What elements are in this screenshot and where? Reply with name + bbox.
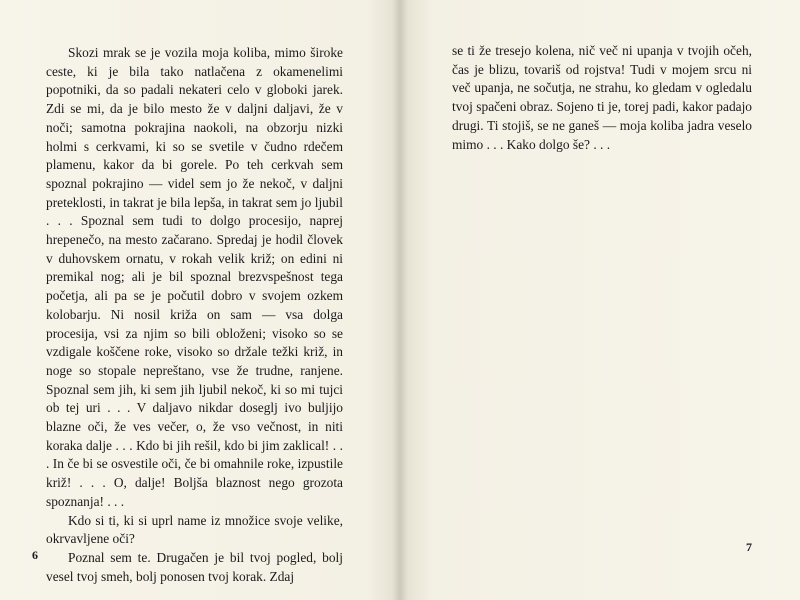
page-number-left: 6	[32, 548, 38, 562]
right-page	[400, 0, 800, 600]
paragraph: Kdo si ti, ki si uprl name iz množice svoje velike, okrvavljene oči?	[46, 512, 343, 547]
page-number-right: 7	[746, 540, 752, 554]
paragraph: se ti že tresejo kolena, nič več ni upanja v tvojih očeh, čas je blizu, tovariš od rojstva! Tudi v mojem srcu ni več upanja, ne sočutja, ne strahu, ko gledam v ogledalu tvoj spačeni obraz. Sojeno ti je, torej padi, kakor padajo drugi. Ti stojiš, se ne ganeš — moja koliba jadra veselo mimo . . . Kako dolgo še? . . .	[452, 43, 752, 152]
right-page-text	[452, 42, 752, 154]
left-page-text	[46, 44, 343, 586]
paragraph: Poznal sem te. Drugačen je bil tvoj pogled, bolj vesel tvoj smeh, bolj ponosen tvoj korak. Zdaj	[46, 549, 343, 584]
paragraph: Skozi mrak se je vozila moja koliba, mimo široke ceste, ki je bila tako natlačena z okamenelimi popotniki, da so padali nekateri celo v globoki jarek. Zdi se mi, da je bilo mesto že v daljni daljavi, že v noči; samotna pokrajina naokoli, na obzorju nizki holmi s cerkvami, ki so se svetile v čudno rdečem plamenu, kakor da bi gorele. Po teh cerkvah sem spoznal pokrajino — videl sem jo že nekoč, v daljni preteklosti, in takrat je bila lepša, in takrat sem jo ljubil . . . Spoznal sem tudi to dolgo procesijo, naprej hrepenečo, na mesto začarano. Spredaj je hodil človek v duhovskem ornatu, v rokah velik križ; on edini ni premikal nog; ali je bil spoznal brezvspešnost tega početja, ali pa se je počutil dobro v svojem ozkem kolobarju. Ni nosil križa on sam — vsa dolga procesija, vsi za njim so bili obloženi; visoko so se vzdigale koščene roke, visoko so držale težki križ, in noge so stopale nepreštano, vse že trudne, ranjene. Spoznal sem jih, ki sem jih ljubil nekoč, ki so mi tujci ob tej uri . . . V daljavo nikdar doseglj ivo buljijo blazne oči, že ves večer, o, že vso večnost, in niti koraka dalje . . . Kdo bi jih rešil, kdo bi jim zaklical! . . . In če bi se osvestile oči, če bi omahnile roke, izpustile križ! . . . O, dalje! Boljša blaznost nego grozota spoznanja! . . .	[46, 45, 343, 509]
